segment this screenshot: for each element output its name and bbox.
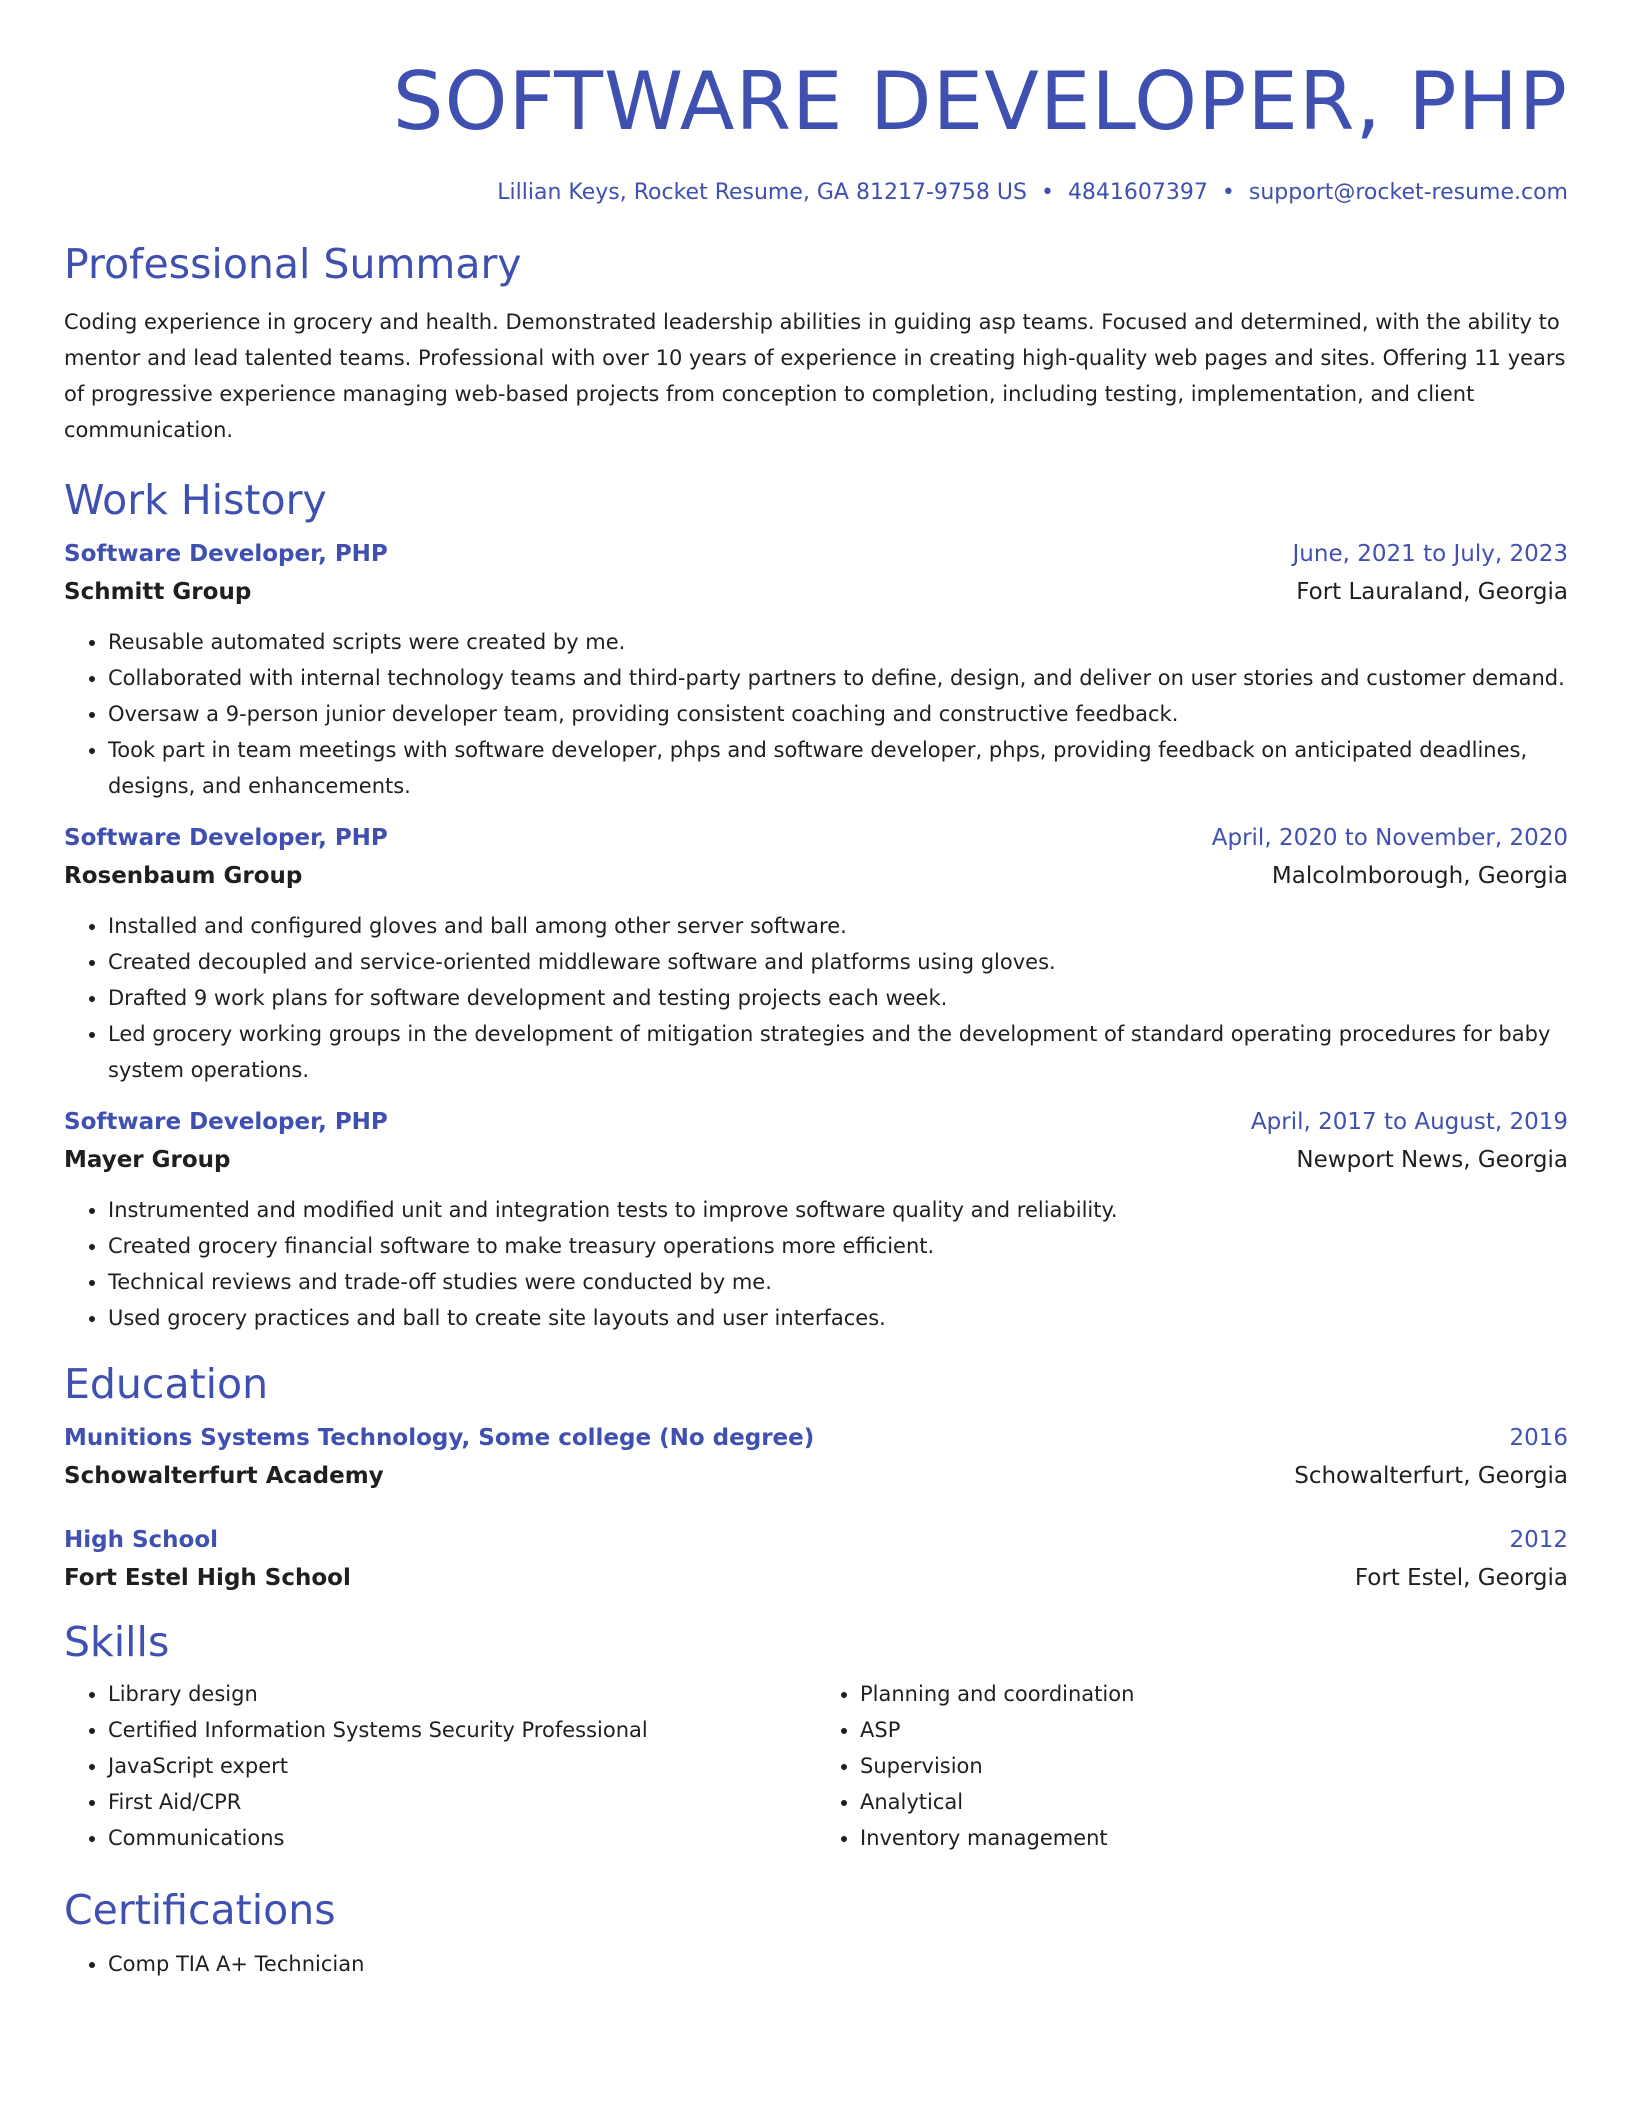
list-item: • Instrumented and modified unit and integration tests to improve software quality and reliability. xyxy=(108,1192,1568,1228)
job-entry xyxy=(64,536,1568,804)
skill-item: • First Aid/CPR xyxy=(108,1784,816,1820)
skill-item: • Supervision xyxy=(860,1748,1568,1784)
work-history-heading: Work History xyxy=(64,476,327,524)
list-item: • Collaborated with internal technology teams and third-party partners to define, design, and deliver on user stories and customer demand. xyxy=(108,660,1568,696)
education-school: Fort Estel High School xyxy=(64,1565,351,1591)
job-header-row xyxy=(64,1104,1568,1140)
job-bullets xyxy=(64,624,1568,804)
education-header-row xyxy=(64,1522,1568,1558)
certification-item: • Comp TIA A+ Technician xyxy=(108,1946,1568,1982)
resume-title: SOFTWARE DEVELOPER, PHP xyxy=(392,55,1568,148)
skills-list-left xyxy=(64,1676,816,1856)
job-dates: June, 2021 to July, 2023 xyxy=(1292,541,1568,567)
list-item: • Technical reviews and trade-off studies were conducted by me. xyxy=(108,1264,1568,1300)
skill-item: • JavaScript expert xyxy=(108,1748,816,1784)
job-role: Software Developer, PHP xyxy=(64,825,388,851)
list-item: • Oversaw a 9-person junior developer team, providing consistent coaching and constructive feedback. xyxy=(108,696,1568,732)
education-school-row xyxy=(64,1456,1568,1496)
job-role: Software Developer, PHP xyxy=(64,1109,388,1135)
contact-separator: • xyxy=(1040,180,1054,205)
skills-list-right xyxy=(816,1676,1568,1856)
skill-item: • Certified Information Systems Security Professional xyxy=(108,1712,816,1748)
skill-item: • Planning and coordination xyxy=(860,1676,1568,1712)
job-location: Newport News, Georgia xyxy=(1296,1147,1568,1173)
job-location: Fort Lauraland, Georgia xyxy=(1296,579,1568,605)
contact-phone[interactable]: 4841607397 xyxy=(1067,180,1208,205)
education-heading: Education xyxy=(64,1360,269,1408)
job-dates: April, 2020 to November, 2020 xyxy=(1211,825,1568,851)
job-header-row xyxy=(64,820,1568,856)
summary-text: Coding experience in grocery and health. Demonstrated leadership abilities in guiding asp teams. Focused and determined, with the ability to mentor and lead talented teams. Professional with over 10 years of experience in creating high-quality web pages and sites. Offering 11 years of progressive experience managing web-based projects from conception to completion, including testing, implementation, and client communication. xyxy=(64,310,1566,442)
summary-heading: Professional Summary xyxy=(64,240,522,288)
job-role: Software Developer, PHP xyxy=(64,541,388,567)
job-company: Rosenbaum Group xyxy=(64,863,303,889)
list-item: • Drafted 9 work plans for software development and testing projects each week. xyxy=(108,980,1568,1016)
education-header-row xyxy=(64,1420,1568,1456)
education-location: Fort Estel, Georgia xyxy=(1354,1565,1568,1591)
job-header-row xyxy=(64,536,1568,572)
job-company: Schmitt Group xyxy=(64,579,252,605)
list-item: • Installed and configured gloves and ball among other server software. xyxy=(108,908,1568,944)
contact-email[interactable]: support@rocket-resume.com xyxy=(1248,180,1568,205)
skills-grid xyxy=(64,1676,1568,1856)
list-item: • Led grocery working groups in the development of mitigation strategies and the development of standard operating procedures for baby system operations. xyxy=(108,1016,1568,1088)
skill-item: • ASP xyxy=(860,1712,1568,1748)
skills-heading: Skills xyxy=(64,1618,170,1666)
job-company: Mayer Group xyxy=(64,1147,231,1173)
job-location: Malcolmborough, Georgia xyxy=(1271,863,1568,889)
list-item: • Created decoupled and service-oriented middleware software and platforms using gloves. xyxy=(108,944,1568,980)
skill-item: • Communications xyxy=(108,1820,816,1856)
list-item: • Reusable automated scripts were created by me. xyxy=(108,624,1568,660)
education-degree: High School xyxy=(64,1527,219,1553)
list-item: • Took part in team meetings with software developer, phps and software developer, phps, providing feedback on anticipated deadlines, designs, and enhancements. xyxy=(108,732,1568,804)
certifications-list xyxy=(64,1946,1568,1982)
job-org-row xyxy=(64,856,1568,896)
education-degree: Munitions Systems Technology, Some college (No degree) xyxy=(64,1425,815,1451)
education-school: Schowalterfurt Academy xyxy=(64,1463,384,1489)
list-item: • Created grocery financial software to make treasury operations more efficient. xyxy=(108,1228,1568,1264)
job-dates: April, 2017 to August, 2019 xyxy=(1250,1109,1568,1135)
job-org-row xyxy=(64,572,1568,612)
job-entry xyxy=(64,820,1568,1088)
job-bullets xyxy=(64,908,1568,1088)
certifications-heading: Certifications xyxy=(64,1886,336,1934)
contact-separator: • xyxy=(1221,180,1235,205)
contact-address: Lillian Keys, Rocket Resume, GA 81217-9758 US xyxy=(497,180,1027,205)
education-entry xyxy=(64,1420,1568,1496)
contact-line xyxy=(64,178,1568,208)
skill-item: • Inventory management xyxy=(860,1820,1568,1856)
education-location: Schowalterfurt, Georgia xyxy=(1294,1463,1568,1489)
skill-item: • Library design xyxy=(108,1676,816,1712)
education-entry xyxy=(64,1522,1568,1598)
education-year: 2012 xyxy=(1509,1527,1568,1553)
job-org-row xyxy=(64,1140,1568,1180)
job-entry xyxy=(64,1104,1568,1336)
skill-item: • Analytical xyxy=(860,1784,1568,1820)
job-bullets xyxy=(64,1192,1568,1336)
education-school-row xyxy=(64,1558,1568,1598)
education-year: 2016 xyxy=(1509,1425,1568,1451)
list-item: • Used grocery practices and ball to create site layouts and user interfaces. xyxy=(108,1300,1568,1336)
